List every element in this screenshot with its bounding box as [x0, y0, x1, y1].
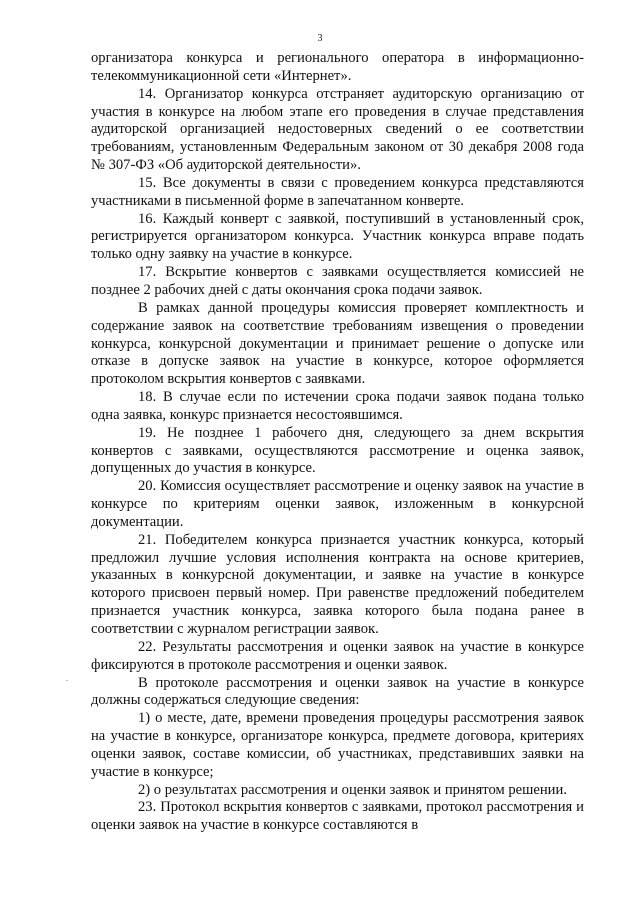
page-number: 3	[317, 33, 323, 44]
paragraph-21: 21. Победителем конкурса признается участник конкурса, который предложил лучшие условия исполнения контракта на основе критериев, указанных в конкурсной документации, и заявке на участие в конкурсе которого присвоен первый номер. При равенстве предложений победителем признается участник конкурса, заявка которого была подана ранее в соответствии с журналом регистрации заявок.	[91, 531, 584, 637]
margin-mark	[66, 680, 68, 681]
paragraph-19: 19. Не позднее 1 рабочего дня, следующего за днем вскрытия конвертов с заявками, осуществляются рассмотрение и оценка заявок, допущенных до участия в конкурсе.	[91, 424, 584, 477]
document-body	[91, 50, 584, 835]
paragraph-17: 17. Вскрытие конвертов с заявками осуществляется комиссией не позднее 2 рабочих дней с даты окончания срока подачи заявок.	[91, 264, 584, 298]
paragraph-22-protocol-contents: В протоколе рассмотрения и оценки заявок на участие в конкурсе должны содержаться следующие сведения:	[91, 674, 584, 709]
paragraph-continuation: организатора конкурса и регионального оператора в информационно-телекоммуникационной сети «Интернет».	[91, 50, 584, 84]
paragraph-17-procedure: В рамках данной процедуры комиссия проверяет комплектность и содержание заявок на соответствие требованиям извещения о проведении конкурса, конкурсной документации и принимает решение о допуске или отказе в допуске заявок на участие в конкурсе, которое оформляется протоколом вскрытия конвертов с заявками.	[91, 299, 584, 388]
paragraph-16: 16. Каждый конверт с заявкой, поступивший в установленный срок, регистрируется организатором конкурса. Участник конкурса вправе подать только одну заявку на участие в конкурсе.	[91, 210, 584, 263]
paragraph-22: 22. Результаты рассмотрения и оценки заявок на участие в конкурсе фиксируются в протоколе рассмотрения и оценки заявок.	[91, 638, 584, 673]
paragraph-15: 15. Все документы в связи с проведением конкурса представляются участниками в письменной форме в запечатанном конверте.	[91, 174, 584, 209]
paragraph-23: 23. Протокол вскрытия конвертов с заявками, протокол рассмотрения и оценки заявок на участие в конкурсе составляются в	[91, 799, 584, 834]
list-item-1: 1) о месте, дате, времени проведения процедуры рассмотрения заявок на участие в конкурсе, организаторе конкурса, предмете договора, критериях оценки заявок, составе комиссии, об участниках, представивших заявки на участие в конкурсе;	[91, 710, 584, 780]
list-item-2: 2) о результатах рассмотрения и оценки заявок и принятом решении.	[138, 781, 567, 798]
paragraph-14: 14. Организатор конкурса отстраняет аудиторскую организацию от участия в конкурсе на любом этапе его проведения в случае представления аудиторской организацией недостоверных сведений о ее соответствии требованиям, установленным Федеральным законом от 30 декабря 2008 года № 307-ФЗ «Об аудиторской деятельности».	[91, 85, 584, 174]
paragraph-18: 18. В случае если по истечении срока подачи заявок подана только одна заявка, конкурс признается несостоявшимся.	[91, 389, 584, 423]
paragraph-20: 20. Комиссия осуществляет рассмотрение и оценку заявок на участие в конкурсе по критериям оценки заявок, изложенным в конкурсной документации.	[91, 478, 584, 530]
